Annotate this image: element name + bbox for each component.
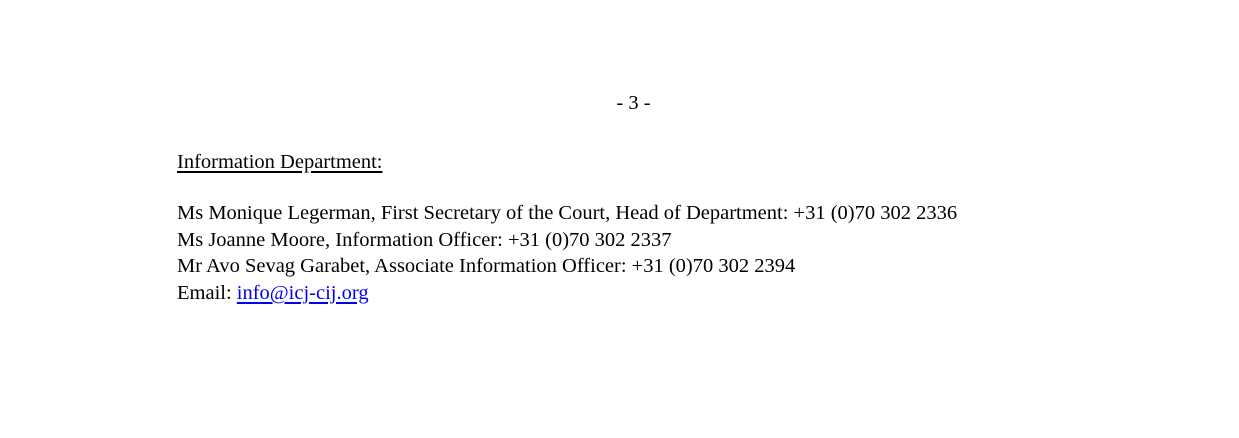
page-number: - 3 -: [616, 92, 651, 114]
section-heading-information-department: Information Department:: [177, 151, 383, 173]
email-link[interactable]: info@icj-cij.org: [236, 281, 369, 304]
email-line: [177, 280, 1199, 307]
contact-block: [177, 200, 1199, 306]
contact-line-head-of-department: Ms Monique Legerman, First Secretary of the Court, Head of Department: +31 (0)70 302 2336: [177, 202, 958, 224]
contact-line-information-officer: Ms Joanne Moore, Information Officer: +31 (0)70 302 2337: [177, 228, 672, 251]
contact-line-associate-information-officer: Mr Avo Sevag Garabet, Associate Information Officer: +31 (0)70 302 2394: [177, 255, 796, 277]
email-label: Email:: [177, 281, 237, 304]
